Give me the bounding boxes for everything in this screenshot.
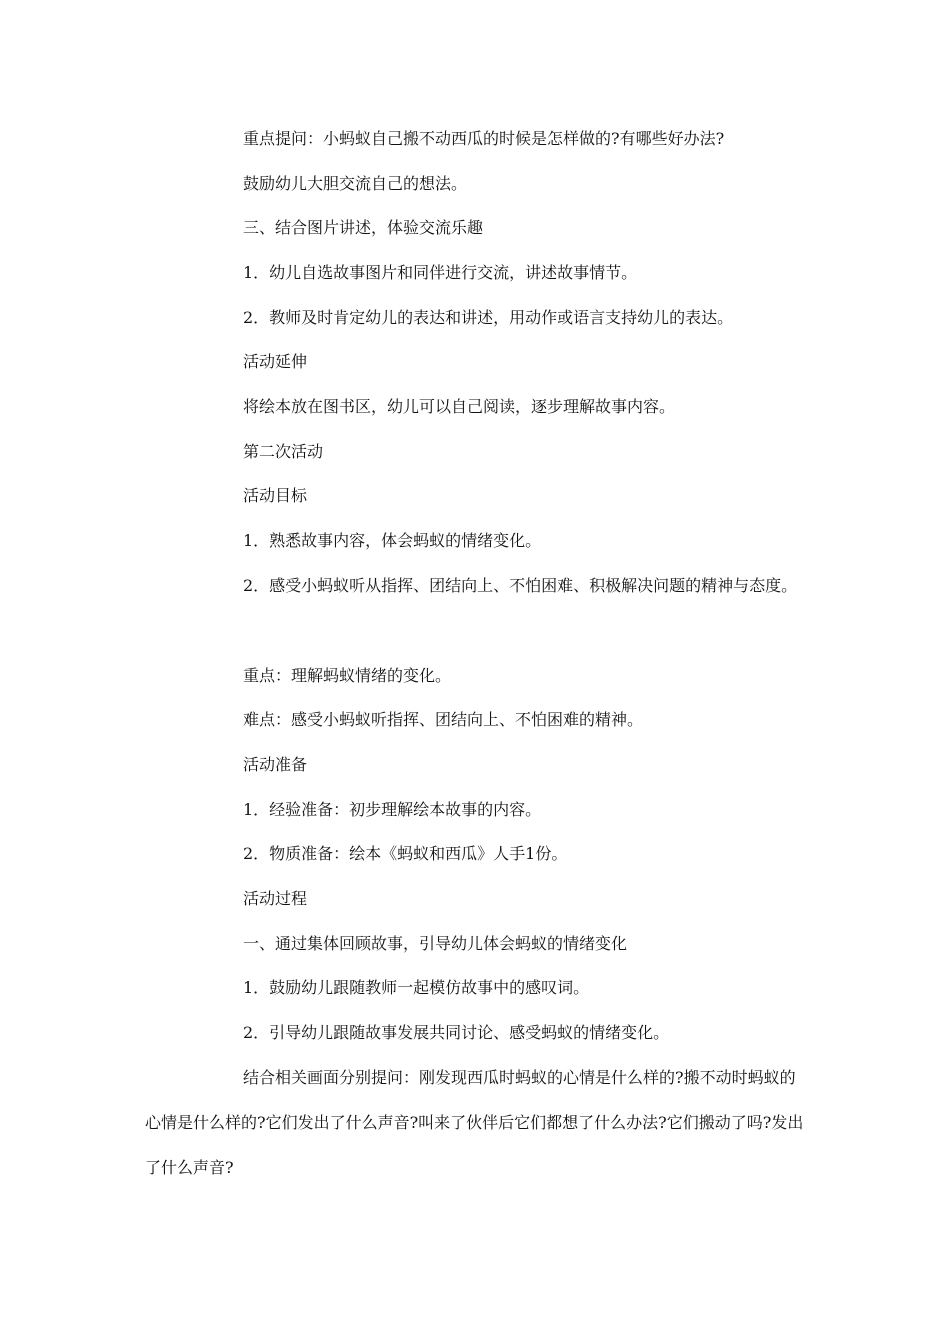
paragraph: 1．熟悉故事内容，体会蚂蚁的情绪变化。	[243, 531, 542, 550]
paragraph: 结合相关画面分别提问：刚发现西瓜时蚂蚁的心情是什么样的?搬不动时蚂蚁的心情是什么样的?它们发出了什么声音?叫来了伙伴后它们都想了什么办法?它们搬动了吗?发出了什么声音?	[145, 1068, 804, 1177]
section-heading: 活动准备	[243, 755, 308, 774]
paragraph: 1．幼儿自选故事图片和同伴进行交流，讲述故事情节。	[243, 263, 638, 282]
paragraph: 2．教师及时肯定幼儿的表达和讲述，用动作或语言支持幼儿的表达。	[243, 308, 734, 327]
paragraph: 1．经验准备：初步理解绘本故事的内容。	[243, 800, 542, 819]
paragraph: 将绘本放在图书区，幼儿可以自己阅读，逐步理解故事内容。	[243, 397, 676, 416]
paragraph: 1．鼓励幼儿跟随教师一起模仿故事中的感叹词。	[243, 978, 590, 997]
paragraph: 2．引导幼儿跟随故事发展共同讨论、感受蚂蚁的情绪变化。	[243, 1023, 670, 1042]
paragraph: 鼓励幼儿大胆交流自己的想法。	[243, 174, 468, 193]
section-heading: 三、结合图片讲述，体验交流乐趣	[243, 218, 484, 237]
paragraph: 难点：感受小蚂蚁听指挥、团结向上、不怕困难的精神。	[243, 710, 644, 729]
paragraph: 重点提问：小蚂蚁自己搬不动西瓜的时候是怎样做的?有哪些好办法?	[243, 129, 725, 148]
section-heading: 一、通过集体回顾故事，引导幼儿体会蚂蚁的情绪变化	[243, 934, 628, 953]
paragraph: 2．感受小蚂蚁听从指挥、团结向上、不怕困难、积极解决问题的精神与态度。	[243, 576, 798, 595]
section-heading: 活动过程	[243, 889, 308, 908]
section-heading: 第二次活动	[243, 442, 324, 461]
section-heading: 活动目标	[243, 486, 308, 505]
paragraph: 2．物质准备：绘本《蚂蚁和西瓜》人手1份。	[243, 844, 568, 863]
paragraph: 重点：理解蚂蚁情绪的变化。	[243, 666, 452, 685]
section-heading: 活动延伸	[243, 352, 308, 371]
